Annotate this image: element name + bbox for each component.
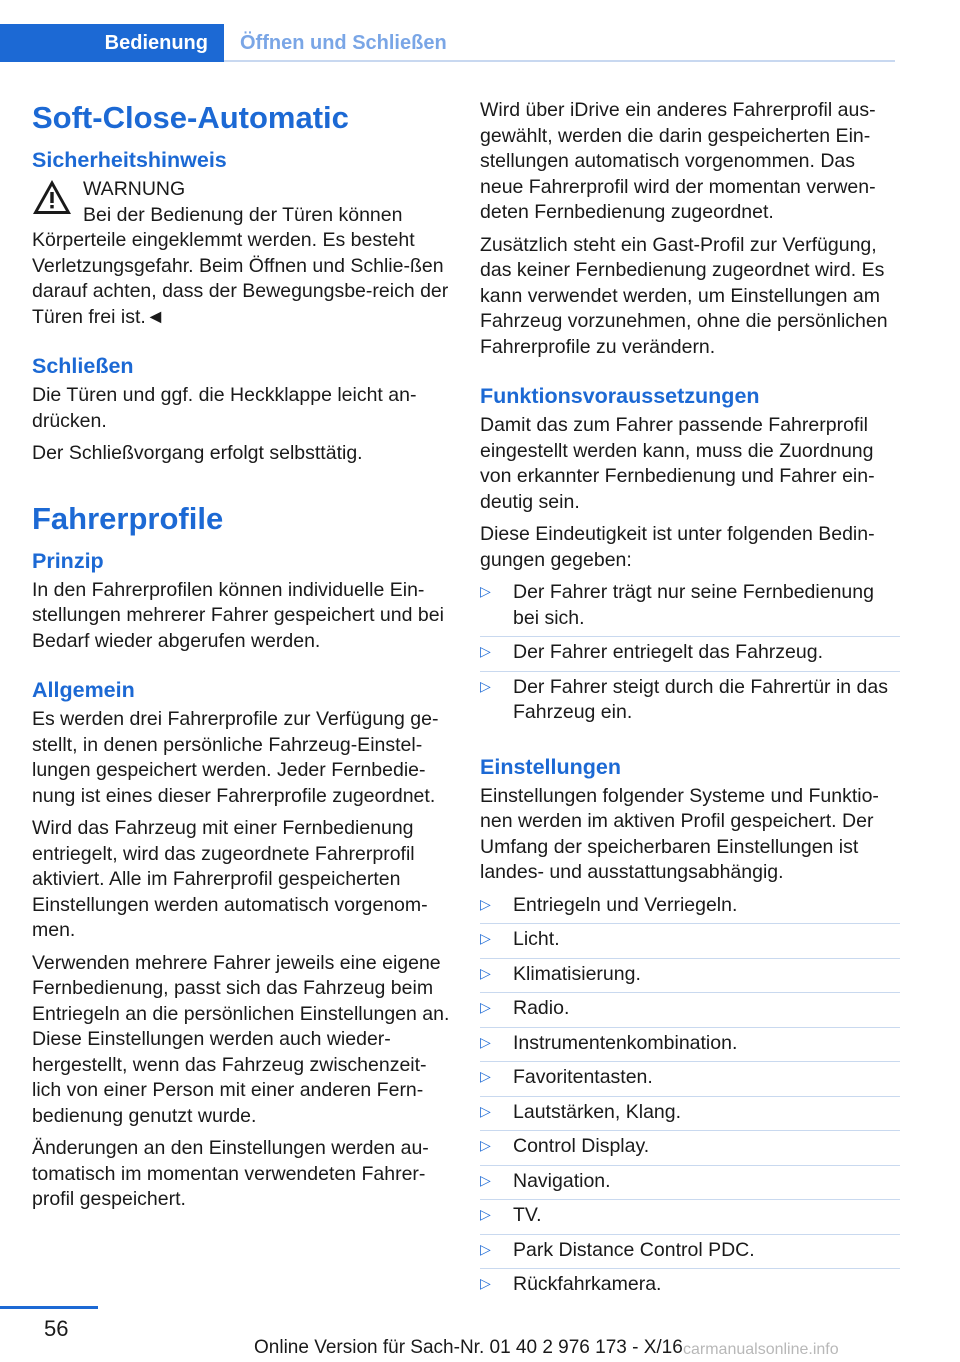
watermark: carmanualsonline.info bbox=[683, 1341, 839, 1358]
principle-paragraph: In den Fahrerprofilen können individuelle Ein-stellungen mehrerer Fahrer gespeichert und bei Bedarf wieder abgerufen werden. bbox=[32, 578, 444, 652]
triangle-right-icon: ▷ bbox=[480, 583, 491, 599]
list-item bbox=[480, 1235, 900, 1270]
triangle-right-icon: ▷ bbox=[480, 1033, 491, 1050]
list-item bbox=[480, 959, 900, 994]
list-item-text: Radio. bbox=[513, 997, 570, 1019]
func-paragraph-2: Diese Eindeutigkeit ist unter folgenden Bedin-gungen gegeben: bbox=[480, 523, 875, 571]
list-item-text: Instrumentenkombination. bbox=[513, 1031, 738, 1054]
list-item bbox=[480, 924, 900, 959]
list-item bbox=[480, 1131, 900, 1166]
settings-list bbox=[480, 893, 900, 1303]
list-item bbox=[480, 1200, 900, 1235]
warning-block bbox=[32, 177, 452, 330]
chapter-tab-label: Öffnen und Schließen bbox=[240, 31, 447, 54]
list-item-text: Lautstärken, Klang. bbox=[513, 1100, 682, 1123]
close-paragraph-2: Der Schließvorgang erfolgt selbsttätig. bbox=[32, 442, 363, 464]
heading-driver-profiles: Fahrerprofile bbox=[32, 500, 224, 536]
list-item-text: Navigation. bbox=[513, 1169, 611, 1192]
right-column bbox=[480, 98, 900, 1308]
general-paragraph-2: Wird das Fahrzeug mit einer Fernbedienung entriegelt, wird das zugeordnete Fahrerprofil aktiviert. Alle im Fahrerprofil gespeicherten Einstellungen werden automatisch vorgenom-men. bbox=[32, 817, 428, 941]
list-item bbox=[480, 1062, 900, 1097]
list-item bbox=[480, 993, 900, 1028]
list-item-text: Der Fahrer entriegelt das Fahrzeug. bbox=[513, 641, 823, 663]
func-paragraph-1: Damit das zum Fahrer passende Fahrerprofil eingestellt werden kann, muss die Zuordnung von erkannter Fernbedienung und Fahrer ein-deutig sein. bbox=[480, 414, 875, 513]
list-item bbox=[480, 580, 900, 637]
general-paragraph-4: Änderungen an den Einstellungen werden au-tomatisch im momentan verwendeten Fahrer-profil gespeichert. bbox=[32, 1137, 429, 1210]
left-column bbox=[32, 98, 452, 1220]
heading-settings: Einstellungen bbox=[480, 754, 621, 779]
heading-function-requirements: Funktionsvoraussetzungen bbox=[480, 384, 760, 408]
heading-safety: Sicherheitshinweis bbox=[32, 148, 227, 172]
triangle-right-icon: ▷ bbox=[480, 999, 491, 1015]
list-item bbox=[480, 1166, 900, 1201]
list-item bbox=[480, 637, 900, 672]
list-item-text: Der Fahrer trägt nur seine Fernbedienung bei sich. bbox=[513, 581, 874, 629]
profile-paragraph-1: Wird über iDrive ein anderes Fahrerprofil aus-gewählt, werden die darin gespeicherten Ein-stellungen automatisch vorgenommen. Das neue Fahrerprofil wird der momentan verwen-deten Fernbedienung zugeordnet. bbox=[480, 99, 876, 223]
triangle-right-icon: ▷ bbox=[480, 1171, 491, 1188]
online-version-text: Online Version für Sach-Nr. 01 40 2 976 173 - X/16 bbox=[254, 1337, 683, 1358]
heading-general: Allgemein bbox=[32, 678, 135, 702]
chapter-tab-oeffnen-schliessen[interactable] bbox=[240, 24, 447, 62]
list-item bbox=[480, 1028, 900, 1063]
list-item-text: Der Fahrer steigt durch die Fahrertür in das Fahrzeug ein. bbox=[513, 675, 888, 723]
triangle-right-icon: ▷ bbox=[480, 1275, 491, 1291]
section-tab-bedienung[interactable] bbox=[0, 24, 224, 62]
heading-principle: Prinzip bbox=[32, 548, 104, 573]
close-paragraph-1: Die Türen und ggf. die Heckklappe leicht an-drücken. bbox=[32, 384, 417, 432]
triangle-right-icon: ▷ bbox=[480, 1206, 491, 1222]
triangle-right-icon: ▷ bbox=[480, 1068, 491, 1084]
section-tab-label: Bedienung bbox=[104, 31, 208, 54]
list-item-text: Control Display. bbox=[513, 1135, 650, 1157]
list-item-text: Rückfahrkamera. bbox=[513, 1273, 662, 1295]
footer-rule bbox=[0, 1306, 98, 1309]
list-item-text: Licht. bbox=[513, 928, 560, 950]
warning-triangle-icon bbox=[32, 179, 72, 215]
triangle-right-icon: ▷ bbox=[480, 1137, 491, 1153]
warning-line-1: Bei der Bedienung der Türen können bbox=[83, 203, 403, 226]
triangle-right-icon: ▷ bbox=[480, 964, 491, 981]
triangle-right-icon: ▷ bbox=[480, 1240, 491, 1257]
triangle-right-icon: ▷ bbox=[480, 930, 491, 946]
triangle-right-icon: ▷ bbox=[480, 1102, 491, 1119]
list-item-text: Entriegeln und Verriegeln. bbox=[513, 893, 738, 916]
triangle-right-icon: ▷ bbox=[480, 643, 491, 659]
triangle-right-icon: ▷ bbox=[480, 895, 491, 912]
list-item-text: TV. bbox=[513, 1204, 542, 1226]
triangle-right-icon: ▷ bbox=[480, 677, 491, 694]
list-item-text: Klimatisierung. bbox=[513, 962, 641, 985]
list-item bbox=[480, 1269, 900, 1303]
warning-title: WARNUNG bbox=[83, 178, 186, 200]
func-list bbox=[480, 580, 900, 731]
header-rule bbox=[224, 60, 895, 62]
list-item bbox=[480, 672, 900, 731]
general-paragraph-1: Es werden drei Fahrerprofile zur Verfügung ge-stellt, in denen persönliche Fahrzeug-Einstel-lungen gespeichert werden. Jeder Fernbedie-nung ist eines dieser Fahrerprofile zugeordnet. bbox=[32, 708, 439, 807]
list-item-text: Park Distance Control PDC. bbox=[513, 1238, 755, 1261]
list-item-text: Favoritentasten. bbox=[513, 1066, 653, 1088]
heading-soft-close: Soft-Close-Automatic bbox=[32, 100, 349, 135]
general-paragraph-3: Verwenden mehrere Fahrer jeweils eine eigene Fernbedienung, passt sich das Fahrzeug beim Entriegeln an die persönlichen Einstellungen an. Diese Einstellungen werden auch wieder-hergestellt, wenn das Fahrzeug zwischenzeit-lich von einer Person mit einer anderen Fern-bedienung genutzt wurde. bbox=[32, 951, 450, 1127]
warning-text: Körperteile eingeklemmt werden. Es besteht Verletzungsgefahr. Beim Öffnen und Schlie-ßen darauf achten, dass der Bewegungsbe-reich der Türen frei ist.◄ bbox=[32, 229, 449, 328]
list-item bbox=[480, 893, 900, 925]
page-number: 56 bbox=[44, 1316, 69, 1341]
list-item bbox=[480, 1097, 900, 1132]
profile-paragraph-2: Zusätzlich steht ein Gast-Profil zur Verfügung, das keiner Fernbedienung zugeordnet wird. Es kann verwendet werden, um Einstellungen am Fahrzeug vorzunehmen, ohne die persönlichen Fahrerprofile zu verändern. bbox=[480, 233, 888, 358]
heading-close: Schließen bbox=[32, 354, 134, 378]
page-header bbox=[0, 24, 895, 62]
settings-paragraph: Einstellungen folgender Systeme und Funktio-nen werden im aktiven Profil gespeichert. Der Umfang der speicherbaren Einstellungen ist landes- und ausstattungsabhängig. bbox=[480, 784, 879, 883]
